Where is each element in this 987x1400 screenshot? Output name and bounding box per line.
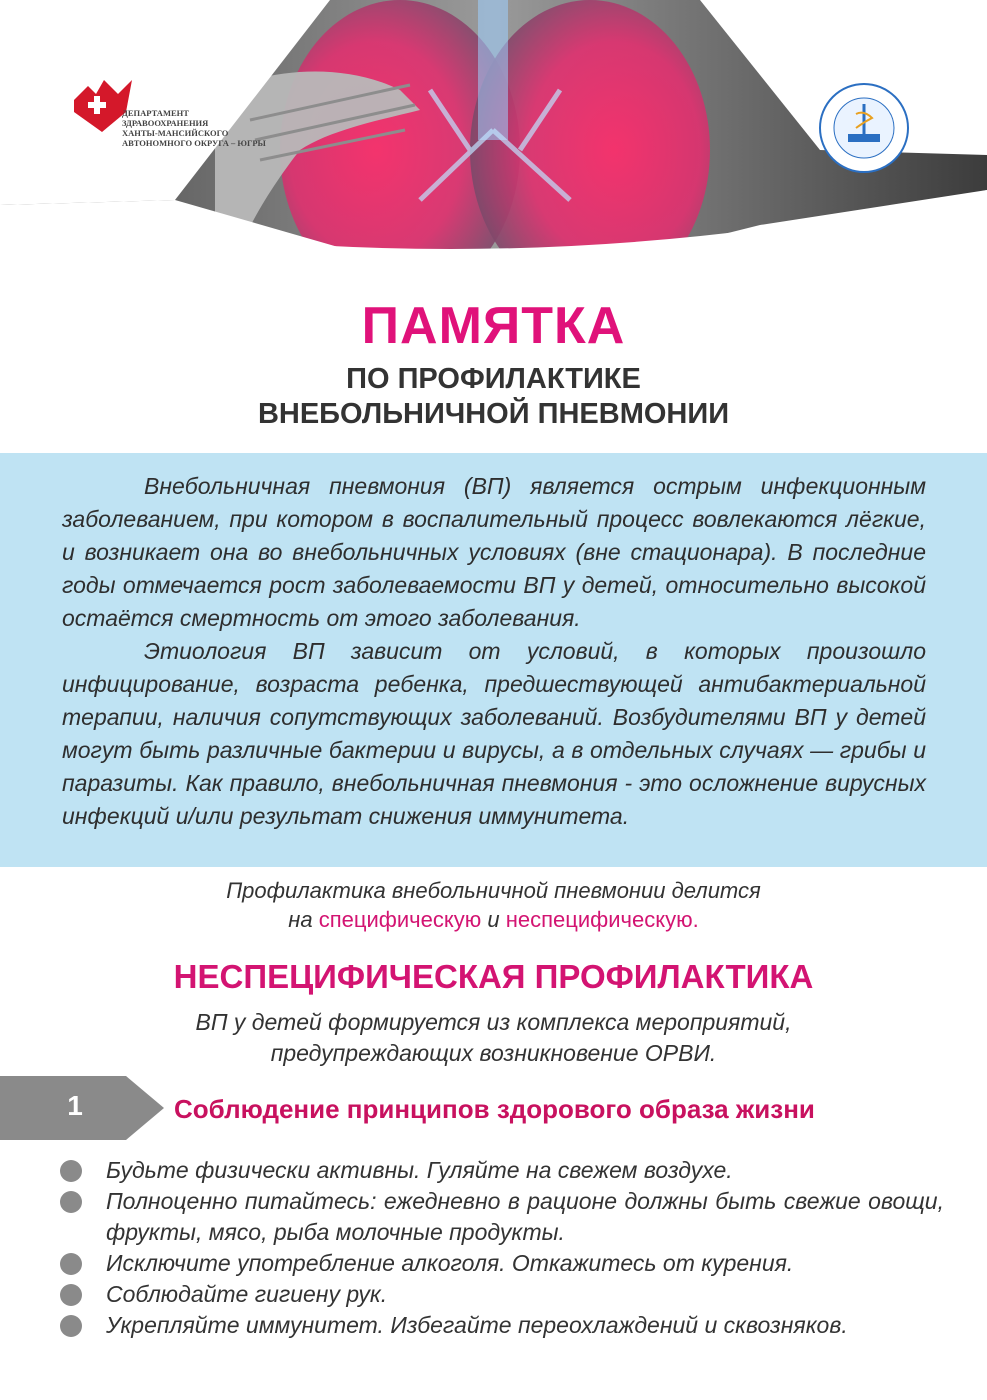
list-item	[60, 1248, 944, 1279]
bullet-icon	[60, 1253, 82, 1275]
department-name	[122, 108, 272, 148]
section-title: НЕСПЕЦИФИЧЕСКАЯ ПРОФИЛАКТИКА	[173, 958, 814, 995]
bullet-icon	[60, 1160, 82, 1182]
tip-text: Укрепляйте иммунитет. Избегайте переохлаждений и сквозняков.	[106, 1312, 848, 1338]
subtitle-line: ПО ПРОФИЛАКТИКЕ	[346, 363, 641, 395]
badge-number: 1	[67, 1090, 83, 1121]
prevention-conjunction: и	[481, 907, 506, 932]
badge-title: Соблюдение принципов здорового образа жизни	[174, 1094, 815, 1124]
tip-text: Соблюдайте гигиену рук.	[106, 1281, 388, 1307]
section-description	[0, 1007, 987, 1069]
department-line: ЗДРАВООХРАНЕНИЯ	[122, 118, 209, 128]
intro-paragraph: Внебольничная пневмония (ВП) является острым инфекционным заболеванием, при котором в воспалительный процесс вовлекаются лёгкие, и возникает она во внебольничных условиях (вне стационара). В последние годы отмечается рост заболеваемости ВП у детей, относительно высокой остаётся смертность от этого заболевания.	[62, 473, 926, 631]
list-item	[60, 1186, 944, 1248]
tip-text: Будьте физически активны. Гуляйте на свежем воздухе.	[106, 1157, 733, 1183]
prevention-types-line: Профилактика внебольничной пневмонии делится	[226, 878, 761, 903]
section-description-line: предупреждающих возникновение ОРВИ.	[270, 1040, 717, 1066]
medical-prevention-center-seal	[818, 82, 910, 174]
prevention-types-line	[0, 905, 987, 934]
intro-paragraph: Этиология ВП зависит от условий, в которых произошло инфицирование, возраста ребенка, предшествующей антибактериальной терапии, наличия сопутствующих заболеваний. Возбудителями ВП у детей могут быть различные бактерии и вирусы, а в отдельных случаях — грибы и паразиты. Как правило, внебольничная пневмония - это осложнение вирусных инфекций и/или результат снижения иммунитета.	[62, 638, 926, 829]
subtitle-line: ВНЕБОЛЬНИЧНОЙ ПНЕВМОНИИ	[257, 398, 730, 430]
section-description-line: ВП у детей формируется из комплекса мероприятий,	[195, 1009, 792, 1035]
bullet-icon	[60, 1191, 82, 1213]
prevention-types	[0, 876, 987, 934]
tip-text: Полноценно питайтесь: ежедневно в рационе должны быть свежие овощи, фрукты, мясо, рыба молочные продукты.	[106, 1188, 944, 1245]
department-line: ХАНТЫ-МАНСИЙСКОГО	[122, 128, 229, 138]
tips-list	[60, 1155, 944, 1341]
nonspecific-prevention-label: неспецифическую.	[505, 907, 699, 932]
list-item	[60, 1155, 944, 1186]
bullet-icon	[60, 1284, 82, 1306]
prevention-prefix: на	[288, 907, 319, 932]
list-item	[60, 1279, 944, 1310]
page-subtitle	[0, 362, 987, 432]
specific-prevention-label: специфическую	[318, 907, 482, 932]
department-line: АВТОНОМНОГО ОКРУГА – ЮГРЫ	[122, 138, 266, 148]
department-line: ДЕПАРТАМЕНТ	[122, 108, 189, 118]
tip-text: Исключите употребление алкоголя. Откажитесь от курения.	[106, 1250, 794, 1276]
bullet-icon	[60, 1315, 82, 1337]
list-item	[60, 1310, 944, 1341]
page-title: ПАМЯТКА	[361, 297, 626, 355]
intro-text	[62, 470, 926, 833]
